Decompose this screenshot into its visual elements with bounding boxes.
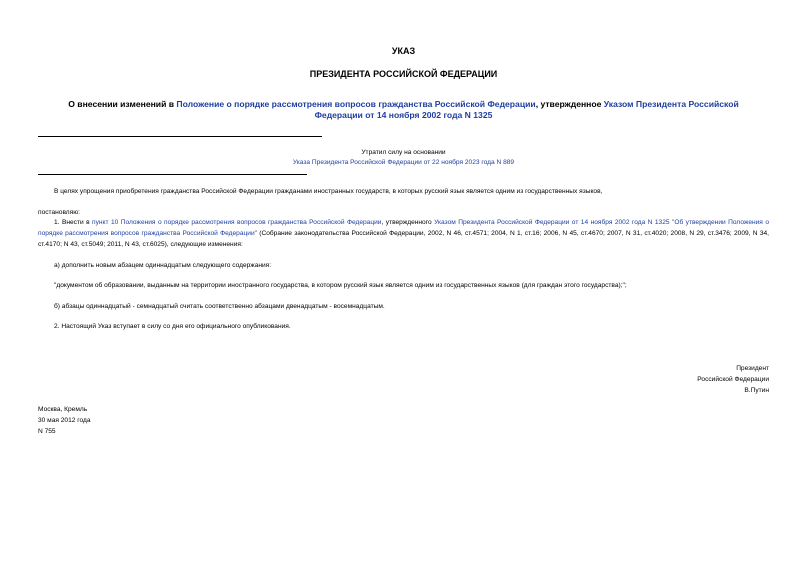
subitem-b: б) абзацы одиннадцатый - семнадцатый считать соответственно абзацами двенадцатым - восемнадцатым.: [54, 303, 385, 310]
divider-top: [38, 136, 322, 137]
item1-suffix: (Собрание законодательства Российской Федерации, 2002, N 46, ст.4571; 2004, N 1, ст.16; 2006, N 45, ст.4670; 2007, N 31, ст.4020; 2008, N 29, ст.3476; 2009, N 34, ст.4170; N 43, ст.5049; 2011, N 43, ст.6025), следующие изменения:: [38, 230, 769, 248]
signature-title: Президент: [736, 365, 769, 372]
subitem-a: а) дополнить новым абзацем одиннадцатым следующего содержания:: [54, 262, 272, 269]
item1-link-decree[interactable]: Указом Президента Российской Федерации от 14 ноября 2002 года N 1325 "Об утверждении Положения о порядке рассмотрения вопросов гражданства Российской Федерации": [38, 219, 769, 237]
item-2: 2. Настоящий Указ вступает в силу со дня его официального опубликования.: [54, 323, 291, 330]
preamble-text: В целях упрощения приобретения гражданства Российской Федерации гражданами иностранных государств, в которых русский язык является одним из государственных языков,: [54, 188, 603, 195]
quote-text: "документом об образовании, выданным на территории иностранного государства, в котором русский язык является одним из государственных языков (для граждан этого государства);";: [54, 282, 627, 289]
status-notice: [0, 148, 807, 168]
document-issuer: ПРЕЗИДЕНТА РОССИЙСКОЙ ФЕДЕРАЦИИ: [309, 69, 498, 79]
title-prefix: О внесении изменений в: [68, 99, 177, 109]
item-1: [38, 217, 769, 250]
title-middle: , утвержденное: [535, 99, 604, 109]
place-date: 30 мая 2012 года: [38, 417, 91, 424]
signature-name: В.Путин: [744, 387, 769, 394]
status-link[interactable]: Указа Президента Российской Федерации от 22 ноября 2023 года N 889: [292, 159, 515, 166]
item1-middle: , утвержденного: [381, 219, 435, 226]
item1-link-paragraph[interactable]: пункт 10 Положения о порядке рассмотрения вопросов гражданства Российской Федерации: [92, 219, 382, 226]
title-link-regulation[interactable]: Положение о порядке рассмотрения вопросов гражданства Российской Федерации: [176, 99, 536, 109]
signature-country: Российской Федерации: [697, 376, 769, 383]
title-link-decree[interactable]: Указом Президента Российской Федерации от 14 ноября 2002 года N 1325: [314, 99, 739, 120]
item1-prefix: 1. Внести в: [54, 219, 93, 226]
place-number: N 755: [38, 428, 56, 435]
signature-block: [600, 363, 769, 396]
status-line: Утратил силу на основании: [361, 149, 446, 156]
divider-bottom: [38, 174, 307, 175]
place-city: Москва, Кремль: [38, 406, 88, 413]
document-title: [50, 99, 757, 121]
document-type: УКАЗ: [391, 46, 416, 56]
place-block: [38, 404, 91, 437]
decree-word: постановляю:: [38, 209, 81, 216]
